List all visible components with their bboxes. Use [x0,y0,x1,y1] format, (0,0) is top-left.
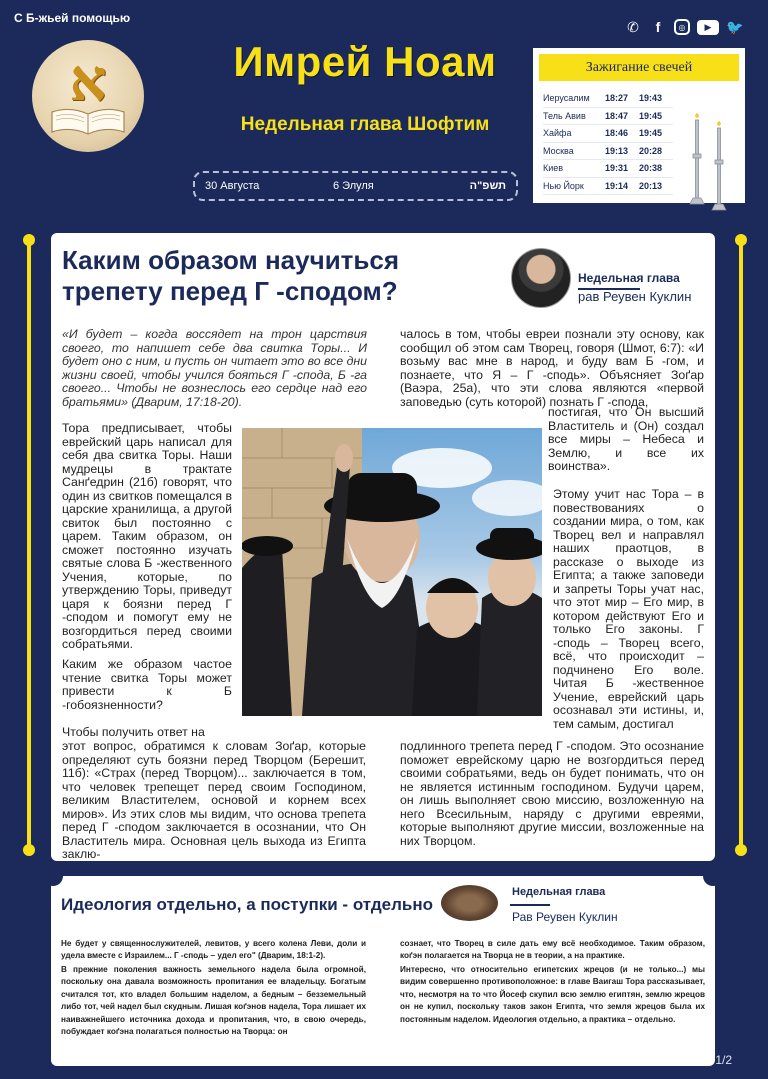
panel-corner [43,866,63,886]
whatsapp-icon[interactable]: ✆ [627,18,639,35]
article-paragraph: Тора предписывает, чтобы еврейский царь написал для себя два свитка Торы. Наши мудрецы в трактате Санґедрин (21б) говорят, что один из свитков помещался в царские хранилища, а другой свиток был постоянно с царем. Таким образом, он сможет постоянно изучать святые слова Б -жественного Учения, которые, по утверждению Торы, приведут царя к боязни перед Г -сподом и помогут ему не возгордиться перед своими собратьями. [62,421,232,651]
youtube-icon[interactable]: ▶ [697,20,719,35]
rabbi-and-students-photo [242,428,542,716]
rail-dot [23,844,35,856]
article-title: Каким образом научиться трепету перед Г -сподом? [62,245,400,306]
page-title: Имрей Ноам [233,38,497,85]
author-avatar-2 [441,885,498,921]
table-row: Москва 19:13 20:28 [543,143,673,161]
hebrew-year: תשפ"ה [469,180,506,192]
article-paragraph: Каким же образом частое чтение свитка Торы может привести к Б -гобоязненности? [62,657,232,712]
page-subtitle: Недельная глава Шофтим [240,114,490,135]
article-paragraph: Чтобы получить ответ на [62,725,205,739]
table-row: Нью Йорк 19:14 20:13 [543,178,673,196]
right-rail [739,240,743,850]
table-row: Хайфа 18:46 19:45 [543,125,673,143]
blessing: С Б-жьей помощью [14,11,131,25]
article-photo [242,428,542,716]
table-row: Тель Авив 18:47 19:45 [543,108,673,126]
author-label: Недельная глава [578,271,680,285]
article2-paragraph: В прежние поколения важность земельного надела была огромной, поскольку она давала возможность пропитания ее владельцу. Богатым считался тот, кто владел большим наделом, а бедным – безземельный либо тот, чей надел был скудным. Лишая коґэнов надела, Тора лишает их наиважнейшего источника дохода и пропитания, что, в свою очередь, побуждает коґэна полагаться полностью на Творца: он [61,965,366,1037]
hebrew-date: 6 Элуля [333,180,374,192]
panel-corner [703,866,723,886]
article-paragraph: чалось в том, чтобы евреи познали эту основу, как сообщил об этом сам Творец, говоря (Шмот, 6:7): «И возьму вас мне в народ, и буду вам Б -гом, и познаете, что Я – Г -сподь». Объясняет Зоґар (Ваэра, 25а), что эти слова являются «первой заповедью (суть которой) познать Г -спода, [400,327,704,409]
social-links [624,18,744,36]
author-label-2: Недельная глава [512,886,606,898]
article2-quote: Не будет у священнослужителей, левитов, у всего колена Леви, доли и удела вместе с Израилем... Г -сподь – удел его" (Дварим, 18:1-2). [61,939,366,961]
article-paragraph: постигая, что Он высший Властитель и (Он) создал все миры – Небеса и Землю, и все их воинства». [548,405,704,473]
left-rail [27,240,31,850]
article-paragraph: Этому учит нас Тора – в повествованиях о создании мира, о том, как Творец вел и направлял наших праотцов, в рассказе о выходе из Египта; а также заповеди и запреты Торы учат нас, что этот мир – Его мир, в котором действуют Его и только Его законы. Г -сподь – Творец всего, всё, что происходит – подчинено Его воле. Читая Б -жественное Учение, еврейский царь осознавал эти истины, и, тем самым, достигал [553,487,704,731]
candlesticks-icon [687,108,731,218]
author-name: рав Реувен Куклин [578,289,692,304]
candle-lighting-heading: Зажигание свечей [539,54,739,81]
aleph-icon: א [69,46,107,114]
candle-times-table [543,90,673,195]
article-paragraph: подлинного трепета перед Г -сподом. Это осознание поможет еврейскому царю не возгордиться перед своими собратьями, ведь он будет понимать, что он не является истинным господином. Будучи царем, он лишь выполняет свою миссию, возложенную на него Всесильным, наряду с другими евреями, которые выполняют другие миссии, возложенные на них Творцом. [400,739,704,848]
article2-paragraph: сознает, что Творец в силе дать ему всё необходимое. Таким образом, коґэн полагается на Творца не в теории, а на практике. [400,939,705,961]
twitter-icon[interactable]: 🐦 [726,18,744,35]
facebook-icon[interactable]: f [655,19,661,35]
divider [510,904,550,906]
page-number: 1/2 [715,1053,732,1067]
article2-title: Идеология отдельно, а поступки - отдельно [61,895,434,914]
article-paragraph: этот вопрос, обратимся к словам Зоґар, которые определяют суть боязни перед Творцом (Берешит, 11б): «Страх (перед Творцом)... заключается в том, что человек трепещет перед своим Господином, великим Властителем, основой и корнем всех миров». Из этих слов мы видим, что основа трепета перед Г -сподом заключается в осознании, что Он Властитель мира. Основная цель выхода из Египта заклю- [62,739,366,861]
article2-paragraph: Интересно, что относительно египетских жрецов (и не только...) мы видим совершенно противоположное: в главе Ваигаш Тора рассказывает, что, несмотря на то что Йосеф скупил всю землю египтян, землю жрецов он не купил, поскольку таков закон Египта, что земля жрецов была их постоянным наделом. Идеология отдельно, а практика – отдельно. [400,965,705,1024]
gregorian-date: 30 Августа [205,180,260,192]
instagram-icon[interactable]: ◎ [674,19,690,35]
article-quote: «И будет – когда воссядет на трон царствия своего, то напишет себе два свитка Торы... И будет оно с ним, и пусть он читает это во все дни жизни своей, чтобы учился бояться Г -спода, Б -га своего... Чтобы не вознеслось его сердце над его братьями» (Дварим, 17:18-20). [62,327,367,409]
author-name-2: Рав Реувен Куклин [512,910,618,924]
rail-dot [23,234,35,246]
candle-lighting-box [533,48,745,203]
date-bar [193,171,518,201]
table-row: Киев 19:31 20:38 [543,160,673,178]
logo [32,40,144,152]
table-row: Иерусалим 18:27 19:43 [543,90,673,108]
rail-dot [735,234,747,246]
author-avatar [511,248,571,308]
rail-dot [735,844,747,856]
open-book-icon [50,106,126,136]
